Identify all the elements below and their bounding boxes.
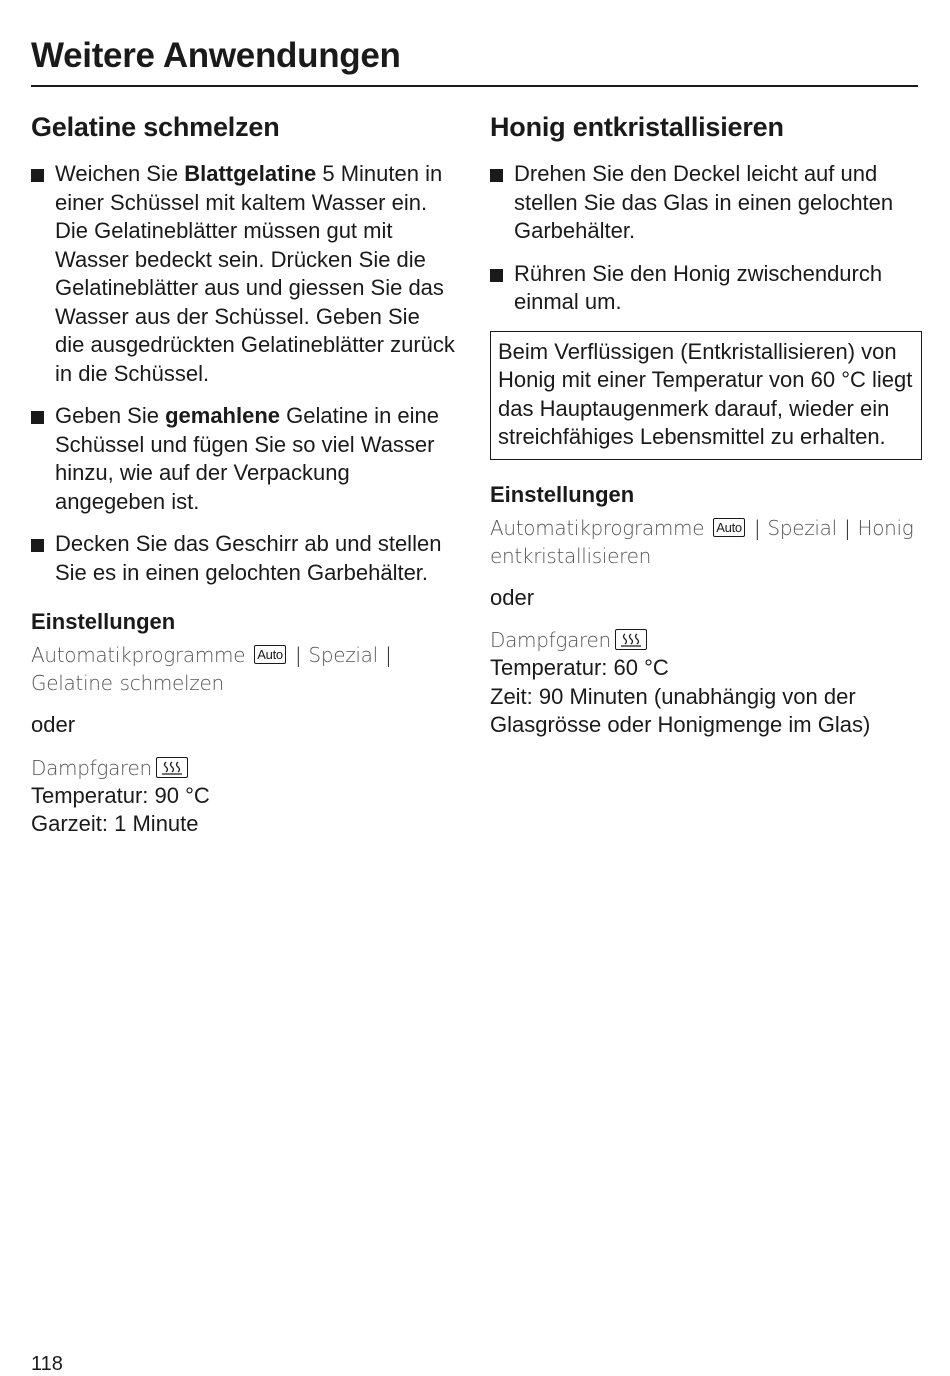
time-value: Zeit: 90 Minuten (unabhängig von der Glasgrösse oder Honigmenge im Glas) — [490, 683, 871, 737]
right-column — [490, 108, 922, 740]
path-separator: | — [843, 515, 851, 540]
square-bullet-icon — [31, 169, 44, 182]
temperature-value: Temperatur: 90 °C — [31, 782, 210, 808]
or-text: oder — [31, 712, 76, 737]
info-note-box: Beim Verflüssigen (Entkristallisieren) von Honig mit einer Temperatur von 60 °C liegt das Hauptaugenmerk darauf, wieder ein streichfähiges Lebensmittel zu erhalten. — [490, 331, 922, 460]
list-item — [31, 160, 455, 388]
auto-icon: Auto — [713, 518, 745, 537]
steam-mode — [31, 754, 455, 782]
path-program: Honig entkristallisieren — [490, 515, 914, 568]
steam-mode-label: Dampfgaren — [31, 755, 152, 780]
step-text: Drehen Sie den Deckel leicht auf und stellen Sie das Glas in einen gelochten Garbehälter. — [514, 161, 894, 243]
list-item — [31, 530, 455, 587]
page-number: 118 — [31, 1353, 63, 1375]
temperature-value: Temperatur: 60 °C — [490, 655, 669, 680]
steam-mode-label: Dampfgaren — [490, 628, 611, 652]
list-item — [490, 160, 922, 246]
path-spezial: Spezial — [767, 515, 837, 540]
auto-program-path — [490, 514, 922, 570]
path-spezial: Spezial — [308, 643, 378, 667]
time-value: Garzeit: 1 Minute — [31, 811, 199, 836]
square-bullet-icon — [490, 169, 503, 182]
path-separator: | — [753, 515, 761, 540]
path-separator: | — [294, 643, 302, 667]
auto-program-label: Automatikprogramme — [490, 515, 705, 540]
path-program: Gelatine schmelzen — [31, 671, 224, 695]
square-bullet-icon — [31, 539, 44, 552]
steam-icon — [156, 757, 188, 778]
step-text-pre: Geben Sie — [55, 403, 166, 428]
step-text-post: Gelatine in eine Schüssel und fügen Sie so viel Wasser hinzu, wie auf der Verpackung angegeben ist. — [55, 403, 440, 514]
step-text-post: 5 Minuten in einer Schüssel mit kaltem Wasser ein. Die Gelatineblätter müssen gut mit Wasser bedeckt sein. Drücken Sie die Gelatineblätter aus und giessen Sie das Wasser aus der Schüssel. Geben Sie die ausgedrückten Gelatineblätter zurück in die Schüssel. — [55, 161, 455, 386]
steam-mode — [490, 626, 922, 654]
page-title: Weitere Anwendungen — [31, 36, 401, 75]
gelatine-steps — [31, 160, 455, 587]
auto-program-path — [31, 641, 455, 697]
path-separator: | — [384, 643, 392, 667]
section-heading-honig: Honig entkristallisieren — [490, 112, 784, 142]
step-text: Decken Sie das Geschirr ab und stellen Sie es in einen gelochten Garbehälter. — [55, 531, 442, 585]
auto-program-label: Automatikprogramme — [31, 643, 246, 667]
settings-heading: Einstellungen — [31, 609, 176, 634]
settings-heading: Einstellungen — [490, 481, 635, 507]
section-heading-gelatine: Gelatine schmelzen — [31, 112, 280, 142]
auto-icon: Auto — [254, 645, 286, 664]
title-divider — [31, 85, 918, 87]
list-item — [490, 260, 922, 317]
step-text-bold: Blattgelatine — [184, 161, 317, 186]
list-item — [31, 402, 455, 516]
step-text: Rühren Sie den Honig zwischendurch einmal um. — [514, 260, 883, 314]
or-text: oder — [490, 584, 535, 610]
step-text-pre: Weichen Sie — [55, 161, 185, 186]
square-bullet-icon — [31, 411, 44, 424]
left-column — [31, 108, 455, 839]
honig-steps — [490, 160, 922, 317]
step-text-bold: gemahlene — [165, 403, 281, 428]
steam-icon — [615, 629, 647, 650]
square-bullet-icon — [490, 269, 503, 282]
